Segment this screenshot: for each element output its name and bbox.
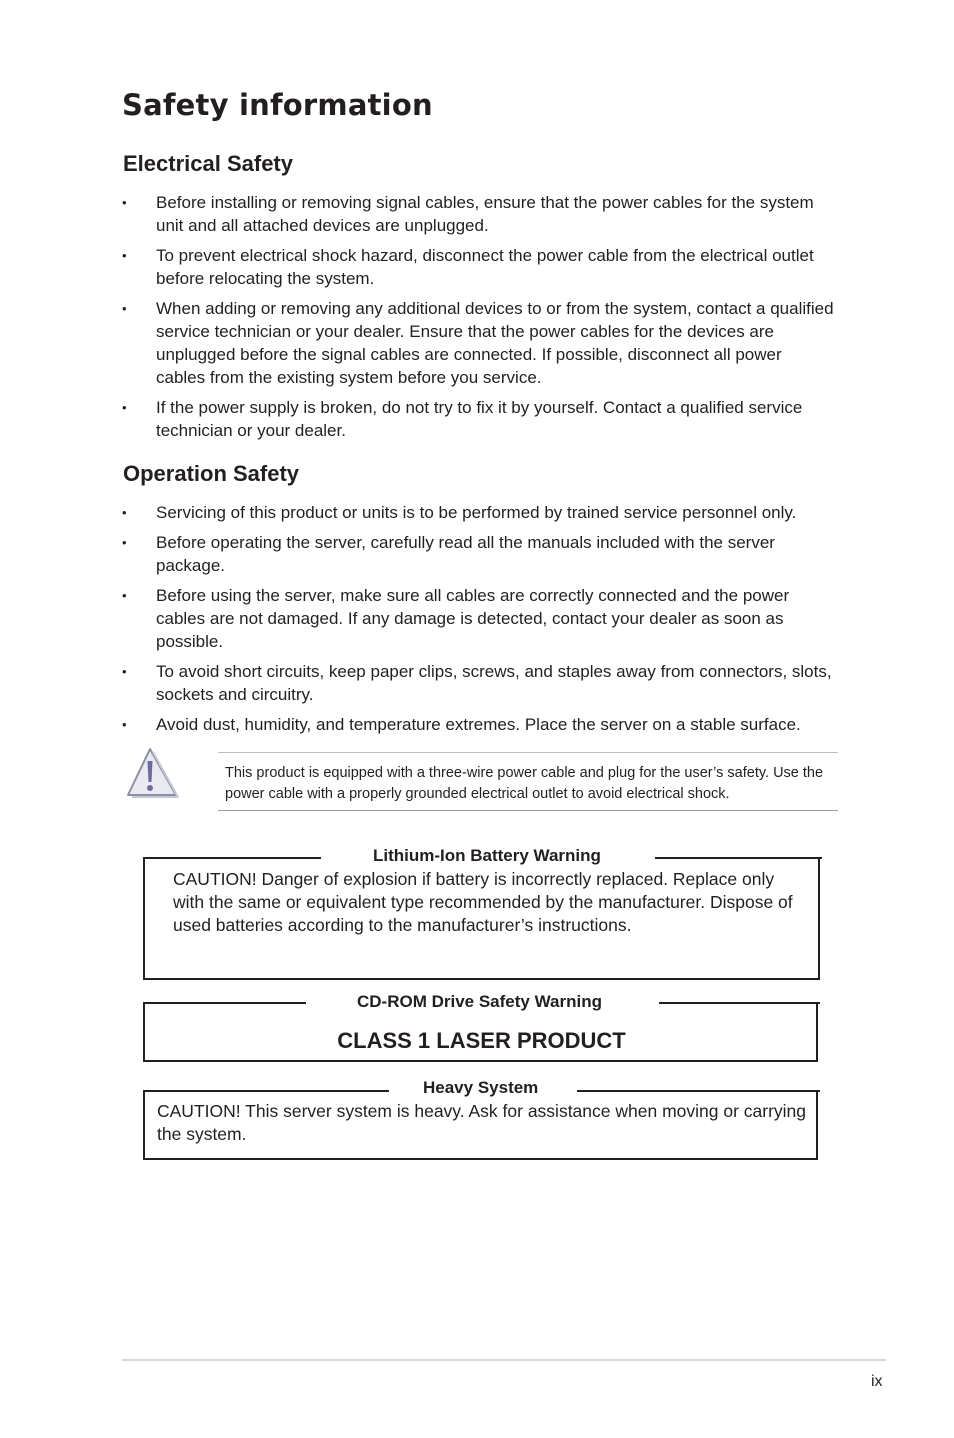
battery-warning-title: Lithium-Ion Battery Warning — [373, 846, 601, 865]
list-item-text: Servicing of this product or units is to be performed by trained service personnel only. — [156, 503, 797, 522]
operation-safety-list — [122, 501, 834, 743]
list-item-text: Before using the server, make sure all cables are correctly connected and the power cables are not damaged. If any damage is detected, contact your dealer as soon as possible. — [156, 586, 790, 651]
cdrom-warning-title: CD-ROM Drive Safety Warning — [357, 992, 602, 1011]
list-item — [122, 660, 834, 706]
laser-class-label: CLASS 1 LASER PRODUCT — [337, 1028, 626, 1053]
list-item-text: Before operating the server, carefully read all the manuals included with the server package. — [156, 533, 775, 575]
heavy-system-box — [143, 1078, 818, 1160]
operation-safety-heading: Operation Safety — [123, 461, 300, 486]
list-item-text: To avoid short circuits, keep paper clips, screws, and staples away from connectors, slots, sockets and circuitry. — [156, 662, 832, 704]
bullet: • — [122, 195, 127, 210]
battery-warning-text: CAUTION! Danger of explosion if battery is incorrectly replaced. Replace only with the same or equivalent type recommended by the manufacturer. Dispose of used batteries according to the manufacturer’s instructions. — [173, 869, 793, 935]
footer-divider — [122, 1359, 886, 1361]
note-text: This product is equipped with a three-wire power cable and plug for the user’s safety. Use the power cable with a properly grounded electrical outlet to avoid electrical shock. — [225, 765, 824, 802]
bullet: • — [122, 505, 127, 520]
page-number: ix — [871, 1373, 883, 1390]
list-item-text: To prevent electrical shock hazard, disconnect the power cable from the electrical outlet before relocating the system. — [156, 246, 814, 288]
bullet: • — [122, 248, 127, 263]
list-item — [122, 531, 834, 577]
battery-warning-box — [143, 846, 820, 980]
electrical-safety-list — [122, 191, 834, 449]
warning-triangle-icon — [124, 745, 180, 800]
list-item — [122, 297, 834, 389]
note-box — [218, 752, 838, 811]
heavy-system-title: Heavy System — [423, 1078, 539, 1097]
bullet: • — [122, 588, 127, 603]
list-item — [122, 584, 834, 653]
list-item-text: Avoid dust, humidity, and temperature extremes. Place the server on a stable surface. — [156, 715, 801, 734]
list-item-text: If the power supply is broken, do not try to fix it by yourself. Contact a qualified service technician or your dealer. — [156, 398, 803, 440]
bullet: • — [122, 535, 127, 550]
list-item — [122, 396, 834, 442]
list-item — [122, 501, 834, 524]
bullet: • — [122, 301, 127, 316]
list-item — [122, 244, 834, 290]
electrical-safety-heading: Electrical Safety — [123, 151, 293, 176]
bullet: • — [122, 400, 127, 415]
list-item — [122, 191, 834, 237]
list-item-text: Before installing or removing signal cables, ensure that the power cables for the system unit and all attached devices are unplugged. — [156, 193, 814, 235]
list-item — [122, 713, 834, 736]
list-item-text: When adding or removing any additional devices to or from the system, contact a qualified service technician or your dealer. Ensure that the power cables for the devices are unplugged before the signal cables are connected. If possible, disconnect all power cables from the existing system before you service. — [156, 299, 834, 387]
cdrom-warning-box — [143, 992, 818, 1062]
bullet: • — [122, 717, 127, 732]
bullet: • — [122, 664, 127, 679]
heavy-system-text: CAUTION! This server system is heavy. Ask for assistance when moving or carrying the system. — [157, 1101, 807, 1144]
page-title: Safety information — [122, 88, 433, 122]
